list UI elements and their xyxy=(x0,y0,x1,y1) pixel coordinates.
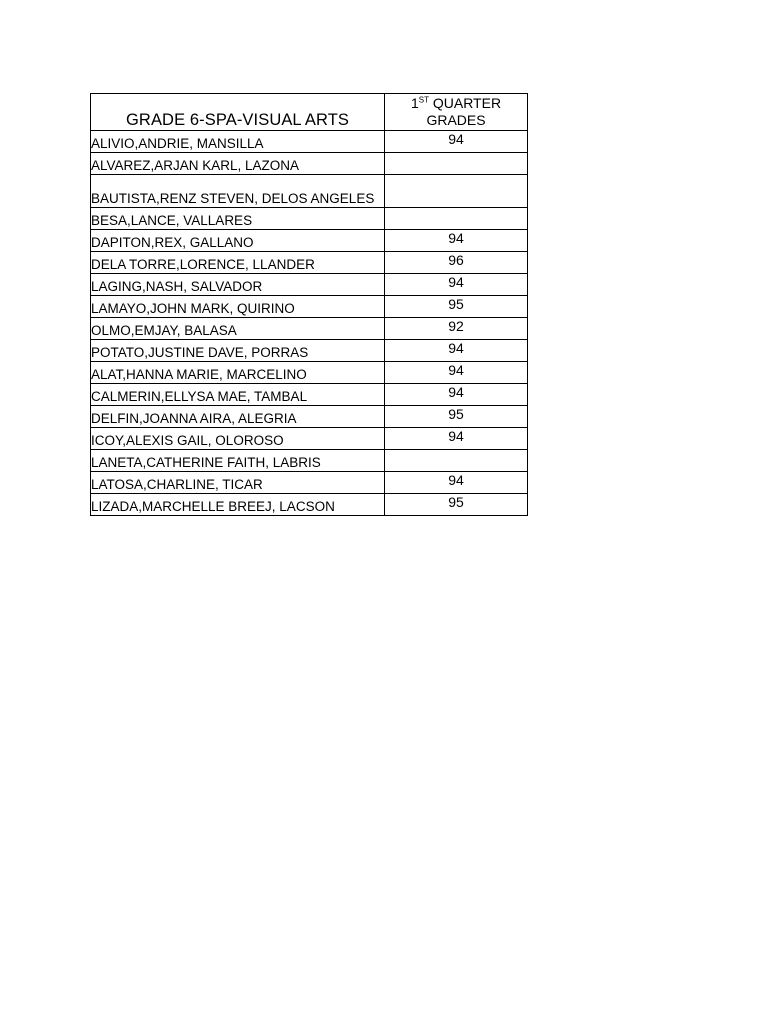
student-name: ALIVIO,ANDRIE, MANSILLA xyxy=(91,131,385,153)
student-name: ICOY,ALEXIS GAIL, OLOROSO xyxy=(91,428,385,450)
student-name: BESA,LANCE, VALLARES xyxy=(91,208,385,230)
student-name: ALAT,HANNA MARIE, MARCELINO xyxy=(91,362,385,384)
student-grade: 94 xyxy=(385,131,528,153)
student-name: LAGING,NASH, SALVADOR xyxy=(91,274,385,296)
student-name: OLMO,EMJAY, BALASA xyxy=(91,318,385,340)
student-name: POTATO,JUSTINE DAVE, PORRAS xyxy=(91,340,385,362)
student-grade: 94 xyxy=(385,362,528,384)
student-name: DELA TORRE,LORENCE, LLANDER xyxy=(91,252,385,274)
table-row xyxy=(91,450,528,472)
student-grade: 94 xyxy=(385,428,528,450)
ordinal-suffix: ST xyxy=(418,95,429,105)
table-row xyxy=(91,131,528,153)
table-row xyxy=(91,472,528,494)
student-grade: 92 xyxy=(385,318,528,340)
header-row xyxy=(91,94,528,131)
table-row xyxy=(91,274,528,296)
header-line2: GRADES xyxy=(426,112,486,128)
table-row xyxy=(91,406,528,428)
table-row xyxy=(91,428,528,450)
student-grade xyxy=(385,175,528,208)
grade-sheet xyxy=(90,93,528,516)
ordinal-number: 1 xyxy=(410,95,419,111)
student-grade: 95 xyxy=(385,494,528,516)
table-row xyxy=(91,362,528,384)
table-row xyxy=(91,296,528,318)
student-grade: 94 xyxy=(385,340,528,362)
student-grade: 96 xyxy=(385,252,528,274)
student-grade: 94 xyxy=(385,384,528,406)
table-row xyxy=(91,384,528,406)
student-grade: 94 xyxy=(385,274,528,296)
table-row xyxy=(91,208,528,230)
table-title: GRADE 6-SPA-VISUAL ARTS xyxy=(91,94,385,131)
student-grade: 95 xyxy=(385,406,528,428)
student-grade: 94 xyxy=(385,230,528,252)
table-row xyxy=(91,175,528,208)
student-name: BAUTISTA,RENZ STEVEN, DELOS ANGELES xyxy=(91,175,385,208)
student-name: LATOSA,CHARLINE, TICAR xyxy=(91,472,385,494)
student-name: LANETA,CATHERINE FAITH, LABRIS xyxy=(91,450,385,472)
table-row xyxy=(91,340,528,362)
student-grade: 94 xyxy=(385,472,528,494)
student-grade: 95 xyxy=(385,296,528,318)
grade-column-header xyxy=(385,94,528,131)
student-name: DAPITON,REX, GALLANO xyxy=(91,230,385,252)
student-name: ALVAREZ,ARJAN KARL, LAZONA xyxy=(91,153,385,175)
student-grade xyxy=(385,153,528,175)
table-row xyxy=(91,230,528,252)
table-row xyxy=(91,252,528,274)
table-row xyxy=(91,494,528,516)
table-row xyxy=(91,318,528,340)
header-line1-rest: QUARTER xyxy=(428,95,502,111)
student-grade xyxy=(385,450,528,472)
grades-table xyxy=(90,93,528,516)
student-name: CALMERIN,ELLYSA MAE, TAMBAL xyxy=(91,384,385,406)
student-grade xyxy=(385,208,528,230)
student-name: LAMAYO,JOHN MARK, QUIRINO xyxy=(91,296,385,318)
table-row xyxy=(91,153,528,175)
student-name: LIZADA,MARCHELLE BREEJ, LACSON xyxy=(91,494,385,516)
student-name: DELFIN,JOANNA AIRA, ALEGRIA xyxy=(91,406,385,428)
